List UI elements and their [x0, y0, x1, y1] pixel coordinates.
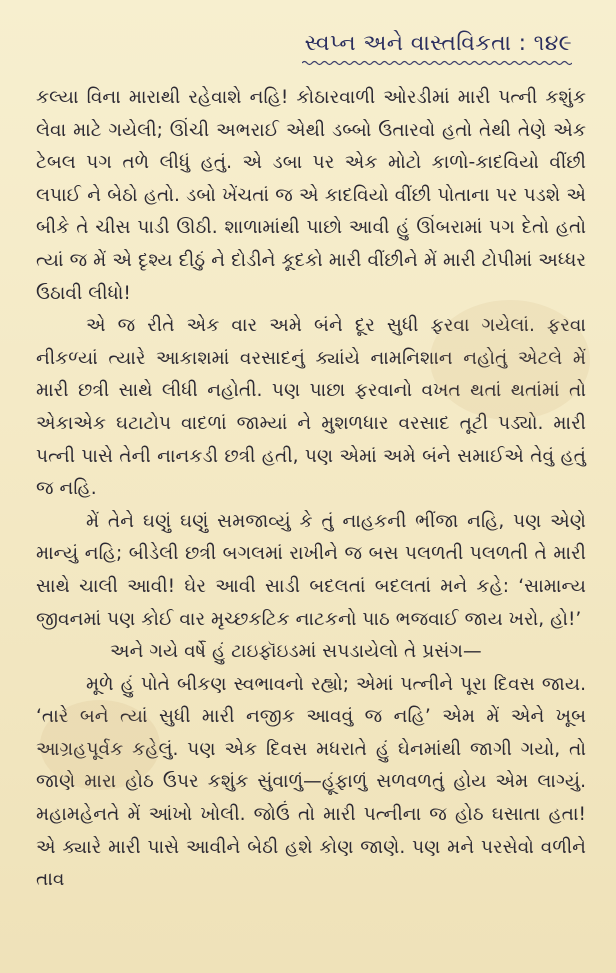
paragraph: અને ગયે વર્ષે હું ટાઇફૉઇડમાં સપડાયેલો તે પ્રસંગ— — [110, 641, 482, 663]
paragraph: મૂળે હું પોતે બીકણ સ્વભાવનો રહ્યો; એમાં પત્નીને પૂરા દિવસ જાય. ‘તારે બને ત્યાં સુધી મારી નજીક આવવું જ નહિ’ એમ મેં એને ખૂબ આગ્રહપૂર્વક કહેલું. પણ એક દિવસ મધરાતે હું ઘેનમાંથી જાગી ગયો, તો જાણે મારા હોઠ ઉપર કશુંક સુંવાળું—હૂંફાળું સળવળતું હોય એમ લાગ્યું. મહામહેનતે મેં આંખો ખોલી. જોઉં તો મારી પત્નીના જ હોઠ ઘસાતા હતા! એ ક્યારે મારી પાસે આવીને બેઠી હશે કોણ જાણે. પણ મને પરસેવો વળીને તાવ — [36, 673, 586, 891]
running-title: સ્વપ્ન અને વાસ્તવિકતા : ૧૪૯ — [304, 31, 572, 56]
page-header — [36, 30, 586, 82]
body-text — [36, 82, 586, 897]
decorative-wavy-rule — [302, 60, 572, 66]
paragraph: કલ્યા વિના મારાથી રહેવાશે નહિ! કોઠારવાળી ઓરડીમાં મારી પત્ની કશુંક લેવા માટે ગયેલી; ઊંચી અભરાઈ એથી ડબ્બો ઉતારવો હતો તેથી તેણે એક ટેબલ પગ તળે લીધું હતું. એ ડબા પર એક મોટો કાળો-કાદવિયો વીંછી લપાઈ ને બેઠો હતો. ડબો ખેંચતાં જ એ કાદવિયો વીંછી પોતાના પર પડશે એ બીકે તે ચીસ પાડી ઊઠી. શાળામાંથી પાછો આવી હું ઊંબરામાં પગ દેતો હતો ત્યાં જ મેં એ દૃશ્ય દીઠું ને દોડીને કૂદકો મારી વીંછીને મેં મારી ટોપીમાં અધ્ધર ઉઠાવી લીધો! — [36, 87, 586, 304]
paragraph: મેં તેને ઘણું ઘણું સમજાવ્યું કે તું નાહકની ભીંજા નહિ, પણ એણે માન્યું નહિ; બીડેલી છત્રી બગલમાં રાખીને જ બસ પલળતી પલળતી તે મારી સાથે ચાલી આવી! ઘેર આવી સાડી બદલતાં બદલતાં મને કહે: ‘સામાન્ય જીવનમાં પણ કોઈ વાર મૃચ્છકટિક નાટકનો પાઠ ભજવાઈ જાય ખરો, હો!’ — [36, 510, 586, 630]
paragraph: એ જ રીતે એક વાર અમે બંને દૂર સુધી ફરવા ગયેલાં. ફરવા નીકળ્યાં ત્યારે આકાશમાં વરસાદનું ક્યાંયે નામનિશાન નહોતું એટલે મેં મારી છત્રી સાથે લીધી નહોતી. પણ પાછા ફરવાનો વખત થતાં થતાંમાં તો એકાએક ઘટાટોપ વાદળાં જામ્યાં ને મુશળધાર વરસાદ તૂટી પડ્યો. મારી પત્ની પાસે તેની નાનકડી છત્રી હતી, પણ એમાં અમે બંને સમાઈએ તેવું હતું જ નહિ. — [36, 315, 586, 500]
